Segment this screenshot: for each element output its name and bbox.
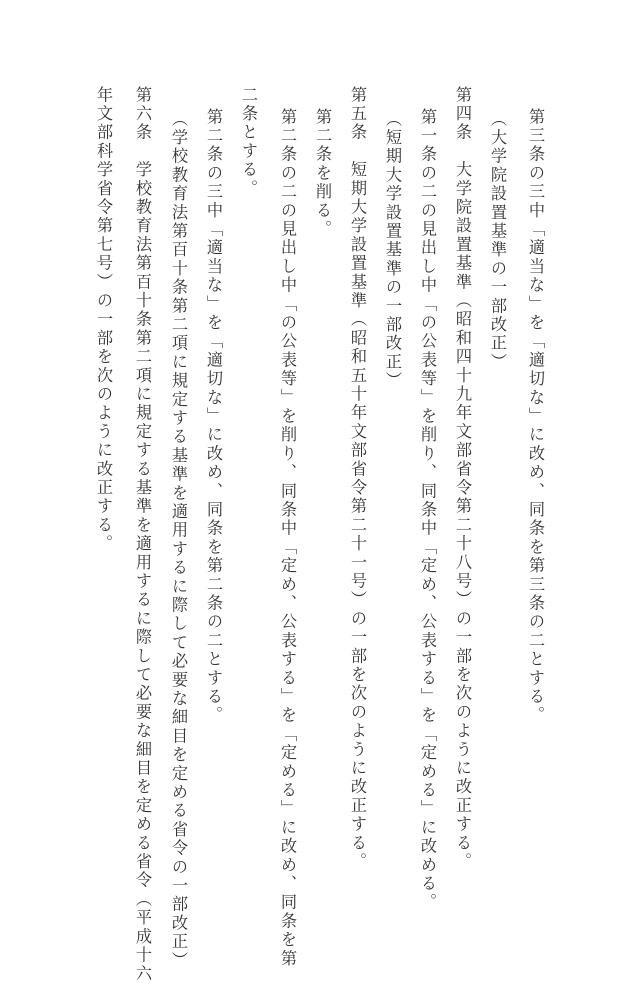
article-4-text: 第四条 大学院設置基準（昭和四十九年文部省令第二十八号）の一部を次のように改正する。	[453, 86, 472, 872]
article-3-3-amendment-text: 第三条の三中「適当な」を「適切な」に改め、同条を第三条の二とする。	[526, 108, 545, 726]
article-6-text: 第六条 学校教育法第百十条第二項に規定する基準を適用するに際して必要な細目を定める省令（平成十六	[133, 86, 152, 984]
article-5-delete-clause-2-text: 第二条を削る。	[313, 108, 332, 239]
article-6-continuation: 年文部科学省令第七号）の一部を次のように改正する。	[94, 86, 113, 554]
article-5-clause-2-2-continuation: 二条とする。	[239, 86, 258, 199]
article-5-clause-2-2-text: 第二条の二の見出し中「の公表等」を削り、同条中「定め、公表する」を「定める」に改め、同条を第	[278, 108, 297, 969]
article-5-clause-2-3-text: 第二条の三中「適当な」を「適切な」に改め、同条を第二条の二とする。	[204, 108, 223, 726]
article-5-text: 第五条 短期大学設置基準（昭和五十年文部省令第二十一号）の一部を次のように改正する。	[348, 86, 367, 872]
school-education-act-ordinance-heading: （学校教育法第百十条第二項に規定する基準を適用するに際して必要な細目を定める省令の一部改正）	[169, 110, 188, 971]
article-4-clause-1-2-text: 第一条の二の見出し中「の公表等」を削り、同条中「定め、公表する」を「定める」に改める。	[418, 108, 437, 913]
junior-college-standards-heading: （短期大学設置基準の一部改正）	[383, 110, 402, 391]
graduate-school-standards-heading: （大学院設置基準の一部改正）	[488, 110, 507, 372]
